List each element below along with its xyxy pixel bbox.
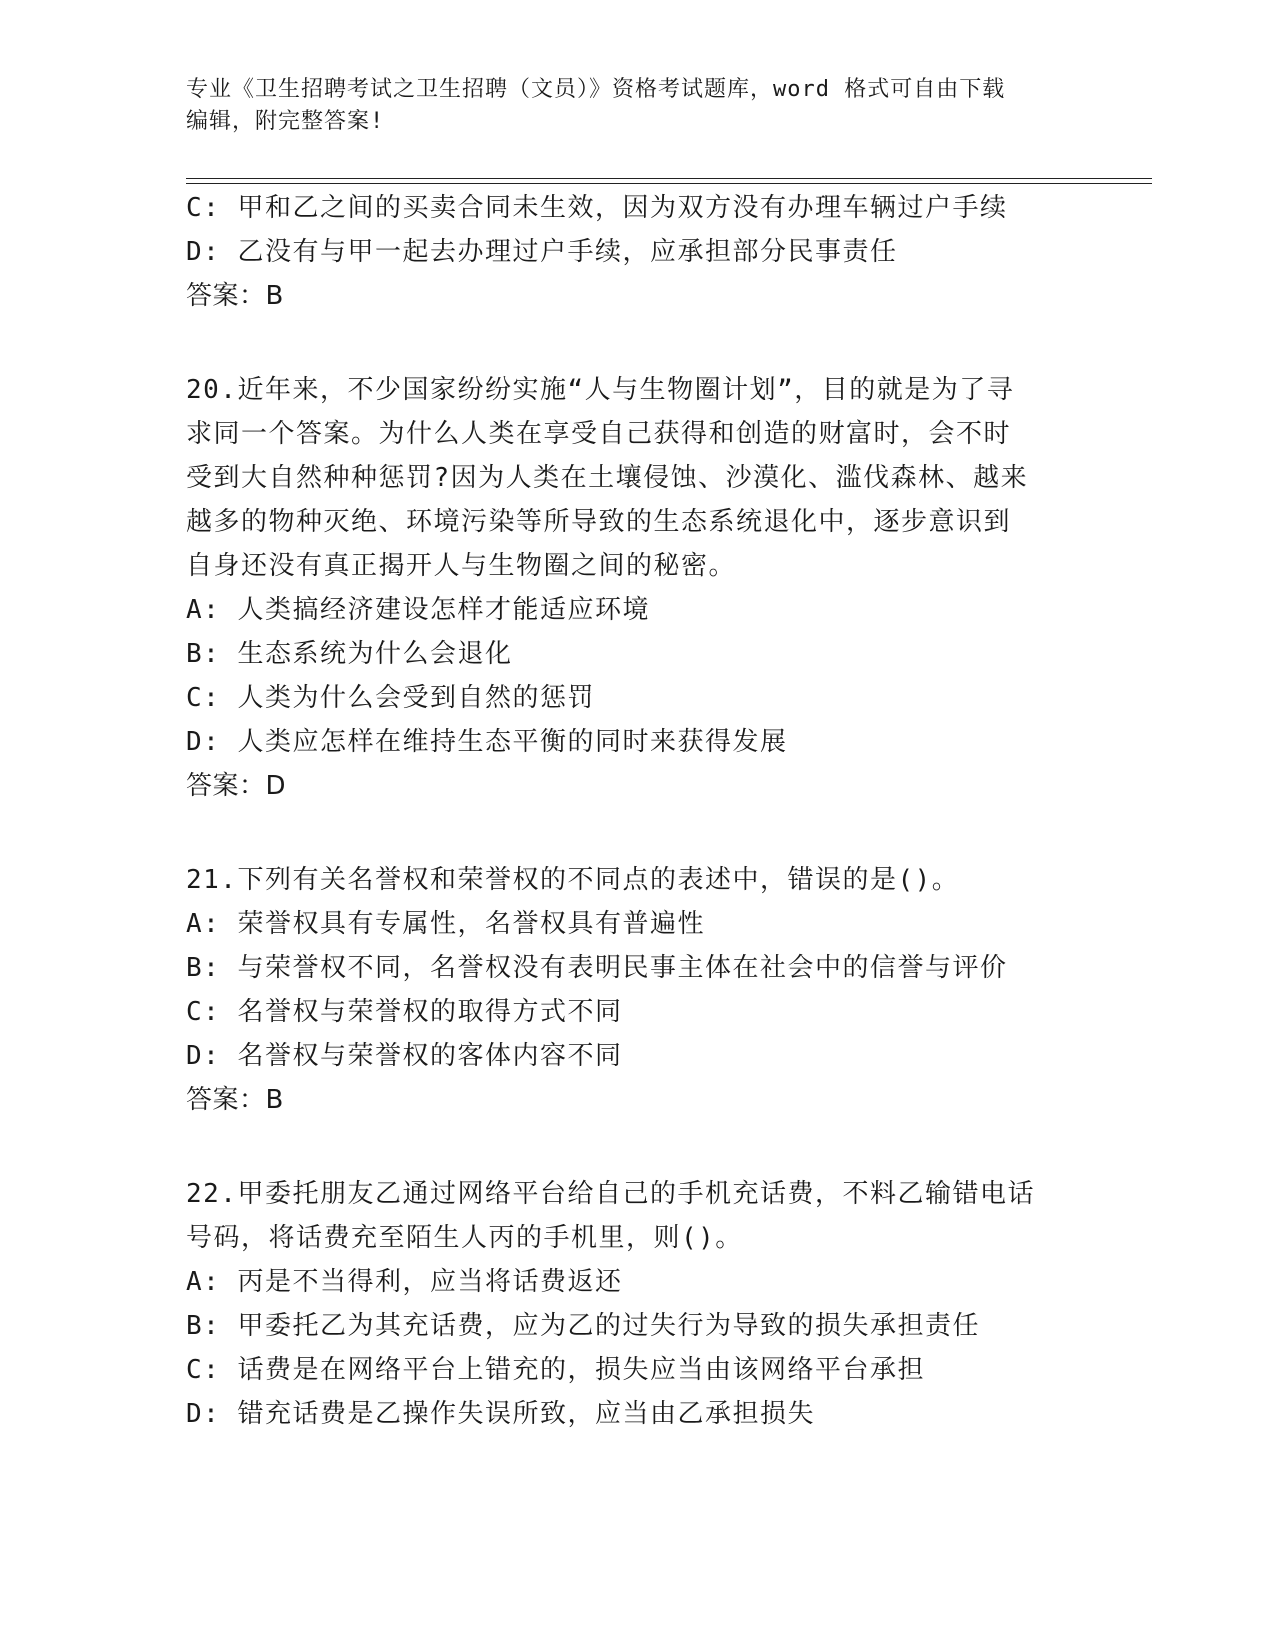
q20-stem-line-4: 越多的物种灭绝、环境污染等所导致的生态系统退化中，逐步意识到 <box>186 507 1012 537</box>
q20-option-c: C: 人类为什么会受到自然的惩罚 <box>186 683 595 713</box>
header-rule-bottom <box>186 183 1152 184</box>
q20-option-d: D: 人类应怎样在维持生态平衡的同时来获得发展 <box>186 727 788 757</box>
header-line-1: 专业《卫生招聘考试之卫生招聘（文员）》资格考试题库，word 格式可自由下载 <box>186 77 1006 102</box>
header-rule-top <box>186 178 1152 179</box>
q21-option-d: D: 名誉权与荣誉权的客体内容不同 <box>186 1041 623 1071</box>
q20-option-a: A: 人类搞经济建设怎样才能适应环境 <box>186 595 650 625</box>
q21-option-a: A: 荣誉权具有专属性，名誉权具有普遍性 <box>186 909 705 939</box>
q20-stem-line-3: 受到大自然种种惩罚?因为人类在土壤侵蚀、沙漠化、滥伐森林、越来 <box>186 463 1029 493</box>
q22-stem-line-1: 22.甲委托朋友乙通过网络平台给自己的手机充话费，不料乙输错电话 <box>186 1179 1035 1209</box>
q22-option-a: A: 丙是不当得利，应当将话费返还 <box>186 1267 623 1297</box>
q20-option-b: B: 生态系统为什么会退化 <box>186 639 513 669</box>
q20-stem-line-2: 求同一个答案。为什么人类在享受自己获得和创造的财富时，会不时 <box>186 419 1012 449</box>
q21-option-b: B: 与荣誉权不同，名誉权没有表明民事主体在社会中的信誉与评价 <box>186 953 1008 983</box>
q19-option-c: C: 甲和乙之间的买卖合同未生效，因为双方没有办理车辆过户手续 <box>186 193 1008 223</box>
q20-stem-line-5: 自身还没有真正揭开人与生物圈之间的秘密。 <box>186 551 737 581</box>
q19-option-d: D: 乙没有与甲一起去办理过户手续，应承担部分民事责任 <box>186 237 898 267</box>
q20-stem-line-1: 20.近年来，不少国家纷纷实施“人与生物圈计划”，目的就是为了寻 <box>186 375 1015 405</box>
document-header <box>186 74 1066 138</box>
q20-answer: 答案：D <box>186 771 287 801</box>
q21-answer: 答案：B <box>186 1085 284 1115</box>
q21-option-c: C: 名誉权与荣誉权的取得方式不同 <box>186 997 623 1027</box>
q21-stem: 21.下列有关名誉权和荣誉权的不同点的表述中，错误的是()。 <box>186 865 960 895</box>
header-line-2: 编辑，附完整答案! <box>186 109 385 134</box>
q22-option-b: B: 甲委托乙为其充话费，应为乙的过失行为导致的损失承担责任 <box>186 1311 980 1341</box>
q19-answer: 答案：B <box>186 281 284 311</box>
q22-option-c: C: 话费是在网络平台上错充的，损失应当由该网络平台承担 <box>186 1355 925 1385</box>
q22-stem-line-2: 号码，将话费充至陌生人丙的手机里，则()。 <box>186 1223 743 1253</box>
q22-option-d: D: 错充话费是乙操作失误所致，应当由乙承担损失 <box>186 1399 815 1429</box>
